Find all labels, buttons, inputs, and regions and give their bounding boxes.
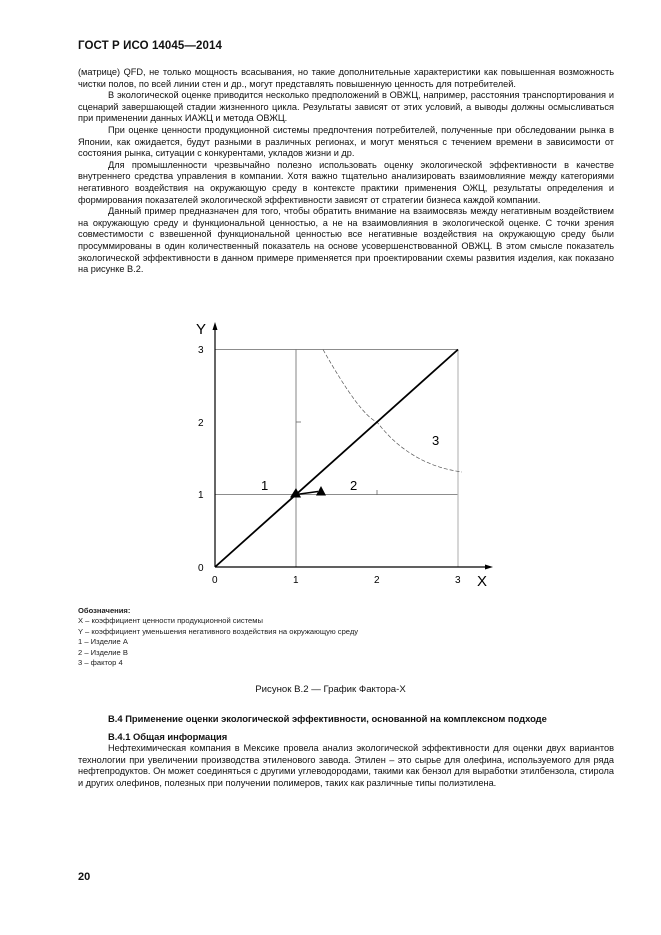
- x-axis-label: X: [477, 573, 488, 590]
- section-heading: В.4 Применение оценки экологической эффективности, основанной на комплексном подходе: [108, 713, 547, 724]
- chart-legend: [78, 606, 358, 668]
- paragraph: Для промышленности чрезвычайно полезно использовать оценку экологической эффективности в качестве внутреннего средства управления в компании. Хотя важно тщательно анализировать взаимовлияние между категориями негативного воздействия на окружающую среду в контексте практики применения ОЖЦ, результаты определения и формирования показателей экологической эффективности зависят от стратегии бизнеса каждой компании.: [78, 159, 614, 205]
- paragraph: (матрице) QFD, не только мощность всасывания, но такие дополнительные характеристики как повышенная возможность чистки полов, по всей линии стен и др., могут представлять повышенную ценность для потребителей.: [78, 67, 614, 89]
- paragraph: Данный пример предназначен для того, чтобы обратить внимание на взаимосвязь между негативным воздействием на окружающую среду и функциональной ценностью, а не на взаимовлияния в экологической оценке. С точки зрения совместимости с взвешенной функциональной ценностью все негативные воздействия на окружающую среду были просуммированы в один количественный показатель на основе усовершенствованной ОВЖЦ. В этом смысле показатель экологической эффективности в данном примере применяется при проектировании схемы развития изделия, как показано на рисунке В.2.: [78, 206, 614, 275]
- y-tick-1: 1: [198, 490, 204, 501]
- annotation-2: 2: [350, 478, 358, 493]
- subsection-heading: В.4.1 Общая информация: [108, 731, 228, 742]
- x-tick-1: 1: [293, 575, 299, 586]
- body-text-top: [78, 67, 614, 276]
- y-tick-2: 2: [198, 418, 204, 429]
- legend-title: Обозначения:: [78, 606, 131, 615]
- paragraph: В экологической оценке приводится несколько предположений в ОВЖЦ, например, расстояния транспортирования и сценарий завершающей стадии жизненного цикла. Результаты зависят от этих условий, а выводы должны осмысливаться при применении данных ИАЖЦ и метода ОВЖЦ.: [78, 90, 614, 124]
- paragraph: При оценке ценности продукционной системы предпочтения потребителей, полученные при обследовании рынка в Японии, как ожидается, будут разными в различных регионах, и могут меняться с течением времени в зависимости от состояния рынка, ситуации с конкурентами, укладов жизни и др.: [78, 124, 614, 159]
- diagonal-line: [215, 350, 458, 568]
- page-number: 20: [78, 871, 91, 883]
- y-axis-arrow-icon: [213, 322, 218, 330]
- legend-item: Y – коэффициент уменьшения негативного воздействия на окружающую среду: [78, 626, 359, 636]
- legend-item: 2 – Изделие B: [78, 647, 128, 657]
- legend-item: X – коэффициент ценности продукционной системы: [78, 616, 263, 626]
- y-tick-3: 3: [198, 345, 204, 356]
- x-axis-arrow-icon: [485, 565, 493, 570]
- x-tick-0: 0: [212, 575, 218, 586]
- paragraph: Нефтехимическая компания в Мексике провела анализ экологической эффективности для оценки двух вариантов технологии при увеличении производства этиленового завода. Этилен – это сырье для олефина, используемого для ряда нефтепродуктов. Он может соединяться с другими углеводородами, такими как бензол для выработки этилбензола, стирола и других олефинов, полезных при получении полимеров, таких как различные типы полиэтилена.: [78, 743, 614, 788]
- x-tick-2: 2: [374, 575, 380, 586]
- y-tick-0: 0: [198, 563, 204, 574]
- document-header: ГОСТ Р ИСО 14045—2014: [78, 40, 223, 52]
- factor-x-chart: [190, 315, 500, 595]
- annotation-3: 3: [432, 433, 440, 448]
- factor-4-curve: [323, 350, 462, 473]
- legend-item: 1 – Изделие A: [78, 637, 128, 647]
- product-b-marker-icon: [316, 486, 326, 496]
- legend-item: 3 – фактор 4: [78, 658, 123, 668]
- annotation-1: 1: [261, 478, 269, 493]
- x-tick-3: 3: [455, 575, 461, 586]
- body-text-bottom: [78, 743, 614, 789]
- product-a-marker-icon: [290, 488, 301, 498]
- figure-caption: Рисунок В.2 — График Фактора-Х: [255, 684, 406, 695]
- y-axis-label: Y: [196, 321, 207, 338]
